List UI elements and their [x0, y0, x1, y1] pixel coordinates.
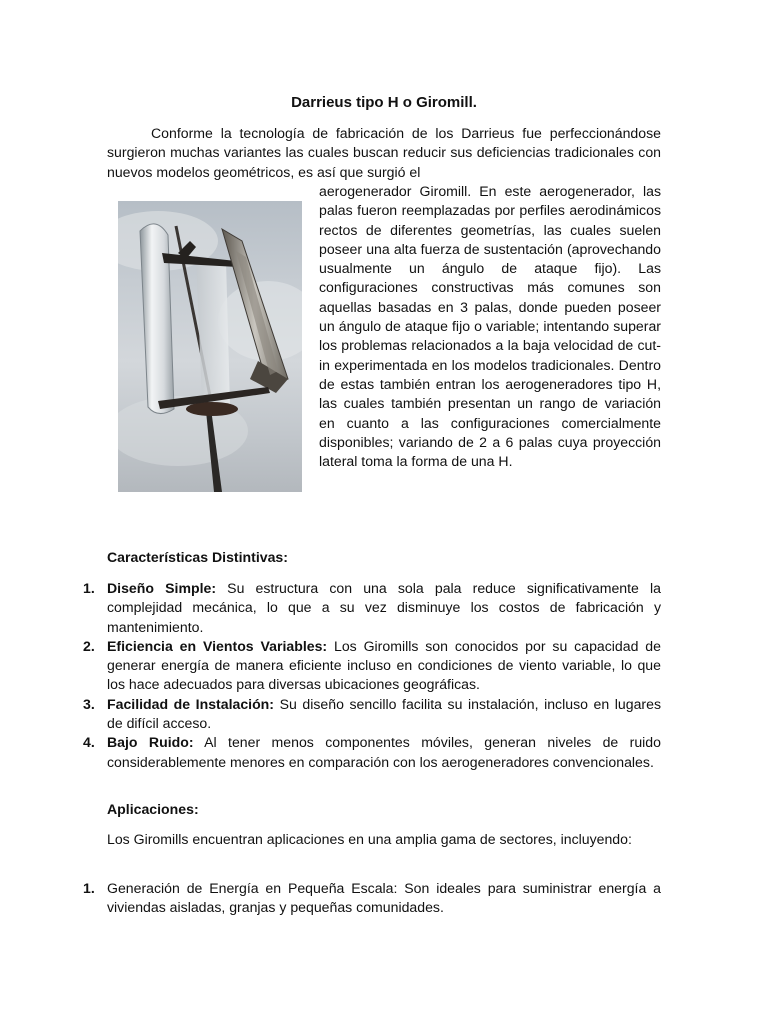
feature-term: Eficiencia en Vientos Variables: [107, 637, 328, 654]
feature-term: Facilidad de Instalación: [107, 695, 274, 712]
feature-text: Su estructura con una sola pala reduce significativamente la complejidad mecánica, lo que a su vez disminuye los costos de fabricación y mantenimiento. [107, 580, 661, 635]
feature-text: Su diseño sencillo facilita su instalación, incluso en lugares de difícil acceso. [107, 695, 661, 732]
feature-term: Bajo Ruido: [107, 734, 194, 751]
list-item [107, 637, 661, 695]
giromill-turbine-illustration [118, 201, 302, 492]
applications-list [107, 879, 661, 918]
list-item [107, 695, 661, 734]
giromill-turbine-photo [118, 201, 302, 492]
feature-text: Los Giromills son conocidos por su capacidad de generar energía de manera eficiente incluso en condiciones de viento variable, lo que los hace adecuados para diversas ubicaciones geográficas. [107, 637, 661, 693]
features-list [107, 579, 661, 772]
list-item [107, 579, 661, 637]
application-text: Generación de Energía en Pequeña Escala: Son ideales para suministrar energía a viviendas aisladas, granjas y pequeñas comunidades. [107, 880, 661, 916]
list-item [107, 733, 661, 772]
intro-paragraph: Conforme la tecnología de fabricación de los Darrieus fue perfeccionándose surgieron muchas variantes las cuales buscan reducir sus deficiencias tradicionales con nuevos modelos geométricos, es así que surgió el [107, 125, 661, 180]
applications-intro: Los Giromills encuentran aplicaciones en una amplia gama de sectores, incluyendo: [107, 831, 632, 847]
feature-term: Diseño Simple: [107, 580, 217, 596]
features-heading: Características Distintivas: [107, 549, 288, 565]
applications-heading: Aplicaciones: [107, 801, 199, 817]
feature-text: Al tener menos componentes móviles, generan niveles de ruido considerablemente menores en comparación con los aerogeneradores convencionales. [107, 734, 661, 770]
list-item [107, 879, 661, 918]
wrap-paragraph: aerogenerador Giromill. En este aerogenerador, las palas fueron reemplazadas por perfiles aerodinámicos rectos de diferentes geometrías, las cuales suelen poseer una alta fuerza de sustentación (aprovechando usualmente un ángulo de ataque fijo). Las configuraciones constructivas más comunes son aquellas basadas en 3 palas, donde pueden poseer un ángulo de ataque fijo o variable; intentando superar los problemas relacionados a la baja velocidad de cut-in experimentada en los modelos tradicionales. Dentro de estas también entran los aerogeneradores tipo H, las cuales también presentan un rango de variación en cuanto a las configuraciones comercialmente disponibles; variando de 2 a 6 palas cuya proyección lateral toma la forma de una H. [319, 183, 661, 470]
document-title: Darrieus tipo H o Giromill. [291, 94, 477, 111]
